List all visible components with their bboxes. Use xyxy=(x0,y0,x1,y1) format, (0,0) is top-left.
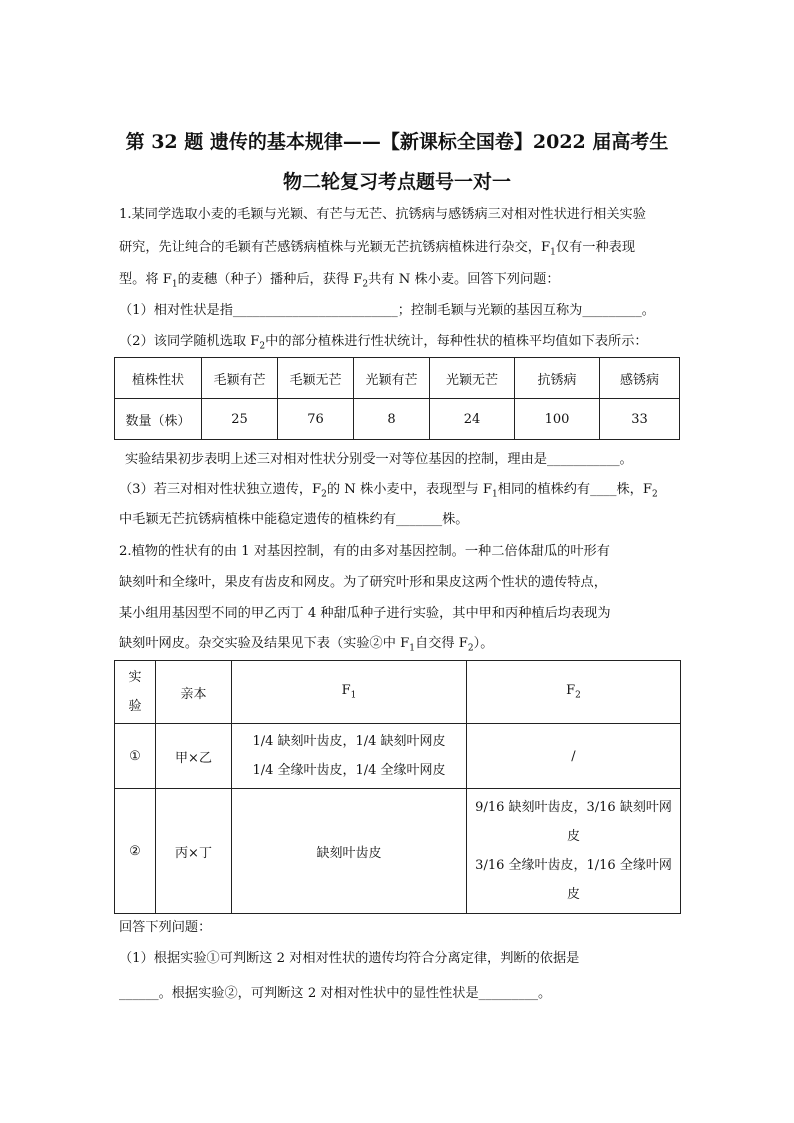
q2-sub1-line-2: ______。根据实验②，可判断这 2 对相对性状中的显性性状是_________。 xyxy=(119,986,552,1001)
q1-sub3: （3）若三对相对性状独立遗传，$F_2$的 N 株小麦中，表现型与 $F_1$相同的植株约有____株，$F_2$ xyxy=(119,482,658,500)
q2-intro-line-1: 2.植物的性状有的由 1 对基因控制，有的由多对基因控制。一种二倍体甜瓜的叶形有 xyxy=(119,544,610,559)
q1-intro-line-1: 1.某同学选取小麦的毛颖与光颖、有芒与无芒、抗锈病与感锈病三对相对性状进行相关实验 xyxy=(119,207,646,222)
answer-blank[interactable]: ___________ xyxy=(547,452,620,467)
answer-blank[interactable]: _________ xyxy=(582,303,642,318)
parents-cell: 丙×丁 xyxy=(156,789,232,914)
table-cell: 76 xyxy=(278,399,354,440)
header-experiment: 实 验 xyxy=(115,661,156,724)
q1-sub2: （2）该同学随机选取 $F_2$中的部分植株进行性状统计，每种性状的植株平均值如下表所示： xyxy=(119,334,648,352)
table-header-cell: 植株性状 xyxy=(115,358,202,399)
table-cell: 24 xyxy=(430,399,515,440)
q2-sub1: （1）根据实验①可判断这 2 对相对性状的遗传均符合分离定律，判断的依据是 xyxy=(119,951,580,966)
f1-cell: 缺刻叶齿皮 xyxy=(232,789,467,914)
answer-blank[interactable]: ____ xyxy=(590,482,617,497)
table-header-row xyxy=(115,358,680,399)
cross-experiment-table xyxy=(114,660,681,914)
answer-blank[interactable]: _________ xyxy=(478,986,538,1001)
f2-cell: / xyxy=(467,724,681,789)
page-title xyxy=(110,122,684,202)
q2-answer-prompt: 回答下列问题： xyxy=(119,920,212,935)
table-header-cell: 光颖有芒 xyxy=(354,358,430,399)
title-line-2: 物二轮复习考点题号一对一 xyxy=(282,171,511,193)
answer-blank[interactable]: _______ xyxy=(395,512,443,527)
header-f2: $F_2$ xyxy=(467,661,681,724)
f2-cell: 9/16 缺刻叶齿皮，3/16 缺刻叶网 皮 3/16 全缘叶齿皮，1/16 全缘叶网 皮 xyxy=(467,789,681,914)
header-parents: 亲本 xyxy=(156,661,232,724)
table-header-cell: 光颖无芒 xyxy=(430,358,515,399)
q1-sub3-line-2: 中毛颖无芒抗锈病植株中能稳定遗传的植株约有_______株。 xyxy=(119,512,469,527)
table-header-cell: 感锈病 xyxy=(600,358,680,399)
table-header-cell: 抗锈病 xyxy=(515,358,600,399)
table-header-cell: 毛颖无芒 xyxy=(278,358,354,399)
q2-intro-line-3: 某小组用基因型不同的甲乙丙丁 4 种甜瓜种子进行实验，其中甲和丙种植后均表现为 xyxy=(119,606,611,621)
table-cell: 100 xyxy=(515,399,600,440)
q1-sub1: （1）相对性状是指_________________________；控制毛颖与光颖的基因互称为_________。 xyxy=(119,303,655,318)
q1-intro-line-3: 型。将 $F_1$的麦穗（种子）播种后，获得 $F_2$共有 N 株小麦。回答下列问题： xyxy=(119,272,560,290)
answer-blank[interactable]: ______ xyxy=(119,986,159,1001)
table-cell: 数量（株） xyxy=(115,399,202,440)
q2-intro-line-4: 缺刻叶网皮。杂交实验及结果见下表（实验②中 $F_1$自交得 $F_2$）。 xyxy=(119,636,494,654)
header-f1: $F_1$ xyxy=(232,661,467,724)
q1-conclusion: 实验结果初步表明上述三对相对性状分别受一对等位基因的控制，理由是___________。 xyxy=(125,452,633,467)
answer-blank[interactable]: _________________________ xyxy=(232,303,398,318)
table-header-cell: 毛颖有芒 xyxy=(202,358,278,399)
experiment-number: ② xyxy=(115,789,156,914)
table-cell: 25 xyxy=(202,399,278,440)
table-row xyxy=(115,789,681,914)
table-row xyxy=(115,724,681,789)
q1-intro-line-2: 研究，先让纯合的毛颖有芒感锈病植株与光颖无芒抗锈病植株进行杂交，$F_1$仅有一种表现 xyxy=(119,240,636,258)
q2-intro-line-2: 缺刻叶和全缘叶，果皮有齿皮和网皮。为了研究叶形和果皮这两个性状的遗传特点， xyxy=(119,575,607,590)
table-row xyxy=(115,399,680,440)
experiment-number: ① xyxy=(115,724,156,789)
trait-count-table xyxy=(114,357,680,440)
table-header-row xyxy=(115,661,681,724)
parents-cell: 甲×乙 xyxy=(156,724,232,789)
table-cell: 33 xyxy=(600,399,680,440)
table-cell: 8 xyxy=(354,399,430,440)
title-line-1: 第 32 题 遗传的基本规律——【新课标全国卷】2022 届高考生 xyxy=(125,131,669,153)
f1-cell: 1/4 缺刻叶齿皮，1/4 缺刻叶网皮 1/4 全缘叶齿皮，1/4 全缘叶网皮 xyxy=(232,724,467,789)
